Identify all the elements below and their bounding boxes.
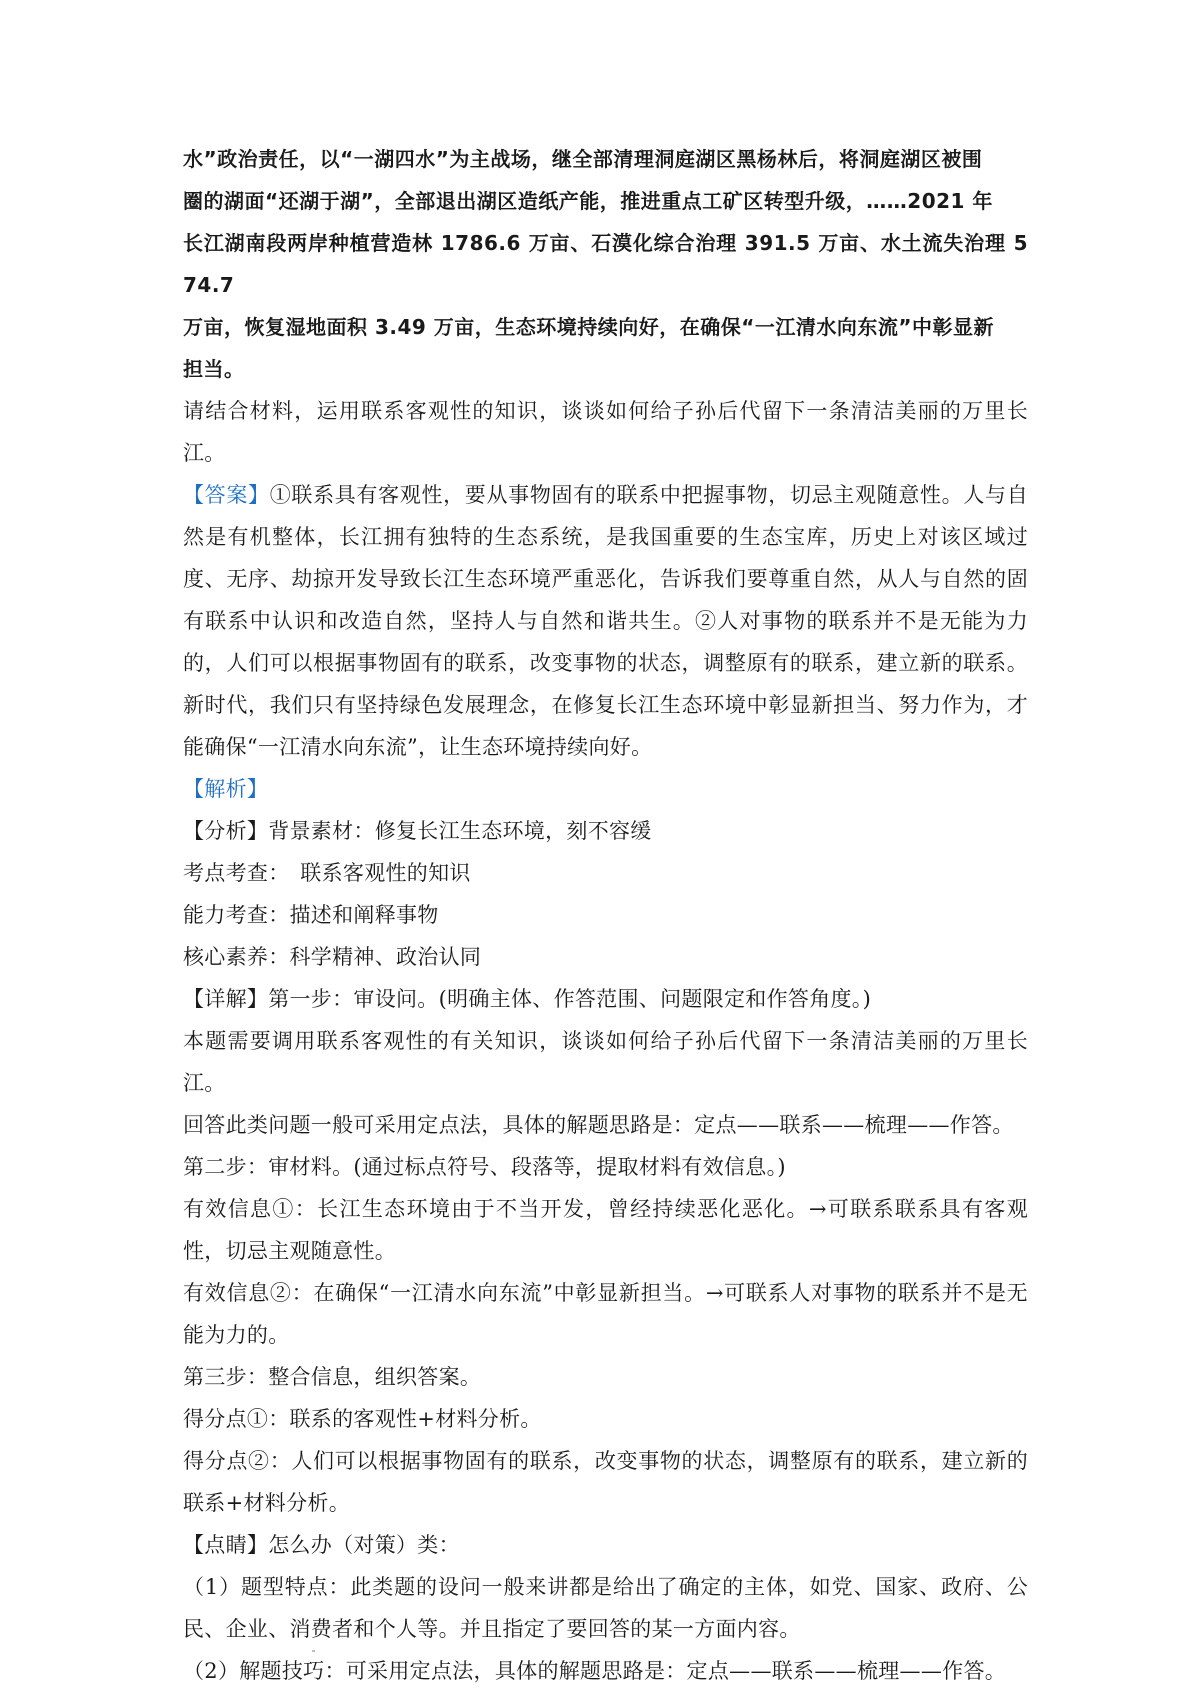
material-line: 万亩，恢复湿地面积 3.49 万亩，生态环境持续向好，在确保“一江清水向东流”中彰显新	[183, 315, 995, 339]
analysis-background: 【分析】背景素材：修复长江生态环境，刻不容缓	[183, 819, 652, 843]
detail-info2: 有效信息②：在确保“一江清水向东流”中彰显新担当。→可联系人对事物的联系并不是无能为力的。	[183, 1281, 1028, 1347]
material-line: 水”政治责任，以“一湖四水”为主战场，继全部清理洞庭湖区黑杨林后，将洞庭湖区被围	[183, 147, 983, 171]
detail-info1: 有效信息①：长江生态环境由于不当开发，曾经持续恶化恶化。→可联系联系具有客观性，切忌主观随意性。	[183, 1197, 1028, 1263]
analysis-tag: 【解析】	[183, 777, 269, 801]
detail-step3: 第三步：整合信息，组织答案。	[183, 1365, 482, 1389]
answer-text: ①联系具有客观性，要从事物固有的联系中把握事物，切忌主观随意性。人与自然是有机整体，长江拥有独特的生态系统，是我国重要的生态宝库，历史上对该区域过度、无序、劫掠开发导致长江生态环境严重恶化，告诉我们要尊重自然，从人与自然的固有联系中认识和改造自然，坚持人与自然和谐共生。②人对事物的联系并不是无能为力的，人们可以根据事物固有的联系，改变事物的状态，调整原有的联系，建立新的联系。新时代，我们只有坚持绿色发展理念，在修复长江生态环境中彰显新担当、努力作为，才能确保“一江清水向东流”，让生态环境持续向好。	[183, 483, 1029, 759]
document-page	[183, 138, 1028, 1692]
detail-point1: 得分点①：联系的客观性+材料分析。	[183, 1407, 542, 1431]
detail-step1-method: 回答此类问题一般可采用定点法，具体的解题思路是：定点——联系——梳理——作答。	[183, 1113, 1014, 1137]
material-line: 长江湖南段两岸种植营造林 1786.6 万亩、石漠化综合治理 391.5 万亩、水土流失治理 574.7	[183, 231, 1028, 297]
analysis-ability: 能力考查：描述和阐释事物	[183, 903, 439, 927]
tip-item: （1）题型特点：此类题的设问一般来讲都是给出了确定的主体，如党、国家、政府、公民、企业、消费者和个人等。并且指定了要回答的某一方面内容。	[183, 1575, 1028, 1641]
analysis-knowledge-point: 考点考查： 联系客观性的知识	[183, 861, 471, 885]
tip-item: （2）解题技巧：可采用定点法，具体的解题思路是：定点——联系——梳理——作答。	[183, 1659, 1007, 1683]
page-footer-mark	[312, 1650, 315, 1652]
detail-step2: 第二步：审材料。(通过标点符号、段落等，提取材料有效信息。)	[183, 1155, 786, 1179]
material-line: 圈的湖面“还湖于湖”，全部退出湖区造纸产能，推进重点工矿区转型升级，……2021 年	[183, 189, 993, 213]
material-line: 担当。	[183, 357, 245, 381]
tip-title: 【点睛】怎么办（对策）类：	[183, 1533, 460, 1557]
detail-step1: 【详解】第一步：审设问。(明确主体、作答范围、问题限定和作答角度。)	[183, 987, 872, 1011]
answer-tag: 【答案】	[183, 483, 270, 507]
answer-paragraph	[183, 474, 1028, 768]
analysis-literacy: 核心素养：科学精神、政治认同	[183, 945, 482, 969]
detail-step1-text: 本题需要调用联系客观性的有关知识，谈谈如何给子孙后代留下一条清洁美丽的万里长江。	[183, 1029, 1028, 1095]
detail-point2: 得分点②：人们可以根据事物固有的联系，改变事物的状态，调整原有的联系，建立新的联系+材料分析。	[183, 1449, 1028, 1515]
question-text: 请结合材料，运用联系客观性的知识，谈谈如何给子孙后代留下一条清洁美丽的万里长江。	[183, 399, 1028, 465]
